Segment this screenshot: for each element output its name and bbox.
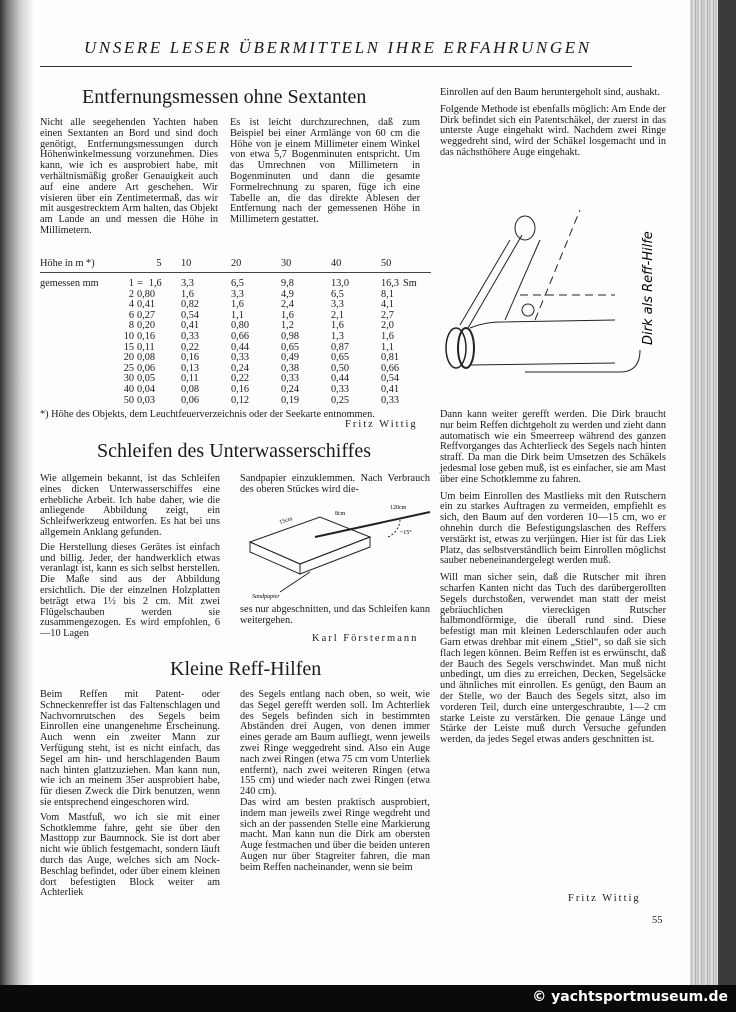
distance-value: 4,1 xyxy=(381,299,394,311)
paragraph: Die Herstellung dieses Gerätes ist einfach und billig. Jeder, der handwerklich etwas veranlagt ist, kann es sich selbst herstellen. Die Maße sind aus der Abbildung ersichtlich. Die der einzelnen Holzplatten beträgt etwa 1½ bis 2 cm. Mit zwei Flügelschauben werden sie zusammengezogen. Es wird empfohlen, 6—10 Lagen xyxy=(40,541,220,640)
distance-value: 1,1 xyxy=(381,341,394,353)
height-col: 40 xyxy=(331,256,381,273)
distance-value: 0,11 xyxy=(137,341,155,353)
distance-value: 0,12 xyxy=(231,394,250,406)
distance-value: 0,44 xyxy=(231,341,250,353)
distance-value: 2,1 xyxy=(331,309,344,321)
measured-mm: 25 xyxy=(123,362,134,374)
distance-value: 0,33 xyxy=(231,352,250,364)
article3-column3-bottom xyxy=(440,410,666,750)
article-title-reff-hilfen: Kleine Reff-Hilfen xyxy=(170,658,322,680)
reefing-diagram xyxy=(440,200,670,400)
paragraph: Nicht alle seegehenden Yachten haben einen Sextanten an Bord und sind doch genötigt, Entfernungsmessungen durch Höhenwinkelmessung vorzunehmen. Dies kann, wie ich es ausprobiert habe, mit verhältnismäßig großer Genauigkeit auch auf eine andere Art geschehen. Wir visieren über ein Zentimetermaß, das wir mit ausgestrecktem Arm halten, das Objekt am Lande an und messen die Höhe in Millimetern. xyxy=(40,117,218,236)
row-label xyxy=(40,364,112,375)
unit-label: Sm xyxy=(403,278,417,289)
article3-author: Fritz Wittig xyxy=(568,893,641,904)
distance-value: 0,19 xyxy=(281,394,300,406)
distance-value: 0,03 xyxy=(137,394,156,406)
height-col: 10 xyxy=(181,256,231,273)
measured-mm: 20 xyxy=(123,352,134,364)
distance-value: 0,65 xyxy=(331,352,350,364)
height-col: 20 xyxy=(231,256,281,273)
angle-label: ~15° xyxy=(400,530,412,536)
book-spine-shadow xyxy=(0,0,34,985)
handle-pole xyxy=(315,512,430,537)
row-label xyxy=(40,311,112,322)
measured-mm: 2 xyxy=(128,288,134,300)
distance-value: 1,6 xyxy=(181,288,194,300)
article3-column1 xyxy=(40,690,220,903)
cell xyxy=(231,396,281,407)
distance-value: 0,41 xyxy=(137,299,156,311)
row-label xyxy=(40,300,112,311)
paragraph: Wie allgemein bekannt, ist das Schleifen eines dicken Unterwasserschiffes eine erhebliche Arbeit. Ich habe daher, wie die anliegende Abbildung zeigt, ein Schleifwerkzeug entworfen. Es hat bei uns allgemein Anklang gefunden. xyxy=(40,473,220,538)
article-title-schleifen: Schleifen des Unterwasserschiffes xyxy=(97,440,371,462)
distance-value: 0,24 xyxy=(231,362,250,374)
cell xyxy=(137,396,181,407)
distance-value: 0,38 xyxy=(281,362,300,374)
distance-value: 1,2 xyxy=(281,320,294,332)
distance-value: 0,06 xyxy=(137,362,156,374)
dashed-leech xyxy=(535,210,580,320)
distance-value: 4,9 xyxy=(281,288,294,300)
table-footnote: *) Höhe des Objekts, dem Leuchtfeuerverzeichnis oder der Seekarte entnommen. xyxy=(40,409,375,420)
row-label xyxy=(40,396,112,407)
distance-value: 0,08 xyxy=(137,352,156,364)
distance-value: 0,08 xyxy=(181,383,200,395)
measured-mm: 8 xyxy=(128,320,134,332)
article1-author: Fritz Wittig xyxy=(345,419,418,430)
paragraph: Will man sicher sein, daß die Rutscher mit ihren scharfen Kanten nicht das Tuch des darübergerollten Segels durchstoßen, verwendet man statt der meist gebräuchlichen viereckigen Rutscher halbmondförmige, die überall rund sind. Diese befestigt man mit kleinen Lederschlaufen oder auch Garn etwas drehbar mit einem „Stiel“, so daß sie sich flach legen können. Beim Reffen ist es erwünscht, daß der Bauch des Segels verschwindet. Man muß nicht unbedingt, um dies zu erreichen, Decken, Segelsäcke und ähnliches mit einrollen. Es genügt, den Baum an der Stelle, wo der Bauch des Segels sitzt, also im vorderen Teil, durch eine untergeschraubte, 1—2 cm starke Leiste zu verstärken. Die genaue Länge und Stärke der Leiste muß durch Versuche gefunden werden, da jedes Segel etwas anders geschnitten ist. xyxy=(440,572,666,746)
distance-value: 6,5 xyxy=(231,278,244,289)
measured-mm: 4 xyxy=(128,299,134,311)
distance-value: 0,66 xyxy=(381,362,400,374)
distance-value: 0,20 xyxy=(137,320,156,332)
distance-value: 0,87 xyxy=(331,341,350,353)
row-label: gemessen mm xyxy=(40,278,99,289)
sanding-block-side xyxy=(250,542,300,574)
measured-mm: 50 xyxy=(123,394,134,406)
measured-mm: 40 xyxy=(123,383,134,395)
measured-mm: 10 xyxy=(123,330,134,342)
distance-value: 2,7 xyxy=(381,309,394,321)
topping-lift-line xyxy=(468,235,522,328)
row-label xyxy=(40,321,112,332)
distance-value: 0,04 xyxy=(137,383,156,395)
distance-value: 16,3 xyxy=(381,278,400,289)
paragraph: Vom Mastfuß, wo ich sie mit einer Schotklemme fahre, geht sie über den Masttopp zur Baumnock. Sie ist dort aber nicht wie üblich festgemacht, sondern läuft durch das Auge, welches sich am Nock-Beschlag befindet, oder über einem kleinen dort befestigten Block weiter am Achterliek xyxy=(40,811,220,899)
distance-value: 0,05 xyxy=(137,373,156,385)
article2-column2-bottom: ses nur abgeschnitten, und das Schleifen kann weitergehen. xyxy=(240,604,430,626)
paragraph: des Segels entlang nach oben, so weit, wie das Segel gerefft werden soll. Im Achterliek des Segels befinden sich in bestimmten Abständen drei Augen, von denen immer eines gerade am Baum aufliegt, wenn jeweils zwei Ringe weggedreht sind. Also ein Auge nach zwei Ringen (etwa 75 cm vom Unterliek entfernt), nach zwei weiteren Ringen (etwa 155 cm) und wieder nach zwei Ringen (etwa 240 cm). xyxy=(240,689,430,798)
sandpaper-label: Sandpapier xyxy=(252,594,280,600)
distance-value: 0,22 xyxy=(231,373,250,385)
table-row xyxy=(40,396,431,407)
distance-value: 1,3 xyxy=(331,330,344,342)
distance-value: 13,0 xyxy=(331,278,350,289)
table-header-row xyxy=(40,256,431,273)
paragraph: Es ist leicht durchzurechnen, daß zum Beispiel bei einer Armlänge von 60 cm die Höhe von je einem Millimeter einem Winkel von etwa 5,7 Bogenminuten entspricht. Um das Umrechnen von Millimetern in Bogenminuten und dann die gesamte Formelrechnung zu sparen, füge ich eine Tabelle an, die das direkte Ablesen der Entfernung nach der gemessenen Höhe in Millimetern gestattet. xyxy=(230,117,420,226)
distance-table xyxy=(40,256,431,406)
cell xyxy=(381,396,431,407)
distance-value: 2,4 xyxy=(281,299,294,311)
measured-mm: 1 xyxy=(128,278,134,289)
height-col: 50 xyxy=(381,256,431,273)
distance-value: 0,41 xyxy=(181,320,200,332)
boom-top xyxy=(470,320,615,328)
distance-value: 0,11 xyxy=(181,373,199,385)
distance-value: 0,06 xyxy=(181,394,200,406)
distance-value: 8,1 xyxy=(381,288,394,300)
article2-author: Karl Förstermann xyxy=(312,633,419,644)
height-col: 5 xyxy=(137,256,181,273)
distance-value: 0,33 xyxy=(281,373,300,385)
caption-arrow xyxy=(525,350,640,372)
paragraph: Beim Reffen mit Patent- oder Schneckenreffer ist das Faltenschlagen und Nachvornrutschen des Segels beim Einrollen eine unangenehme Erscheinung. Auch wenn ein zweiter Mann zur Verfügung steht, ist es nicht einfach, das Segel am hin- und herschlagenden Baum nach hinten glattzuziehen. Man kann nun, wie ich an meinem 35er ausprobiert habe, für diesen Zweck die Dirk benutzen, wenn sie entsprechend eingeschoren wird. xyxy=(40,689,220,808)
paragraph: Das wird am besten praktisch ausprobiert, indem man jeweils zwei Ringe wegdreht und sich an der passenden Stelle eine Markierung macht. Man kann nun die Dirk am obersten Auge festmachen und über die beiden unteren Augen nur über Stagreiter fahren, die man beim Reffen nacheinander, wenn sie beim xyxy=(240,796,430,873)
distance-value: 0,16 xyxy=(137,330,156,342)
boom-end-ring xyxy=(446,328,466,368)
distance-value: 0,54 xyxy=(381,373,400,385)
reef-eye xyxy=(522,304,534,316)
distance-value: 0,65 xyxy=(281,341,300,353)
distance-value: 2,0 xyxy=(381,320,394,332)
height-col: 30 xyxy=(281,256,331,273)
measured-mm: 15 xyxy=(123,341,134,353)
distance-value: 1,6 xyxy=(231,299,244,311)
distance-value: 1,6 xyxy=(331,320,344,332)
measured-mm: 6 xyxy=(128,309,134,321)
copyright-notice: © yachtsportmuseum.de xyxy=(532,989,728,1005)
distance-value: 0,16 xyxy=(181,352,200,364)
handle-label: 120cm xyxy=(390,505,407,511)
equals-sign: = xyxy=(137,278,143,289)
distance-value: 0,16 xyxy=(231,383,250,395)
distance-value: 1,1 xyxy=(231,309,244,321)
sanding-block-front xyxy=(300,537,370,574)
distance-value: 0,13 xyxy=(181,362,200,374)
sandpaper-pointer xyxy=(280,572,310,592)
watermark-bar xyxy=(0,985,736,1012)
distance-value: 0,44 xyxy=(331,373,350,385)
cell xyxy=(281,396,331,407)
header-label: Höhe in m *) xyxy=(40,256,137,273)
distance-value: 0,27 xyxy=(137,309,156,321)
length-label: 8cm xyxy=(335,511,346,517)
shackle xyxy=(515,216,535,240)
distance-value: 0,66 xyxy=(231,330,250,342)
distance-value: 0,82 xyxy=(181,299,200,311)
sanding-block xyxy=(250,517,370,564)
distance-value: 0,81 xyxy=(381,352,400,364)
article2-column1 xyxy=(40,474,220,644)
distance-value: 0,22 xyxy=(181,341,200,353)
article2-column2-top: Sandpapier einzuklemmen. Nach Verbrauch des oberen Stückes wird die- xyxy=(240,473,430,495)
distance-value: 1,6 xyxy=(381,330,394,342)
distance-value: 1,6 xyxy=(281,309,294,321)
distance-value: 0,80 xyxy=(231,320,250,332)
distance-value: 0,41 xyxy=(381,383,400,395)
distance-value: 3,3 xyxy=(331,299,344,311)
distance-value: 0,24 xyxy=(281,383,300,395)
measured-mm: 30 xyxy=(123,373,134,385)
distance-value: 3,3 xyxy=(231,288,244,300)
page-number: 55 xyxy=(652,915,663,926)
cell xyxy=(181,396,231,407)
row-label xyxy=(40,343,112,354)
article1-column2 xyxy=(230,118,420,230)
row-label xyxy=(40,385,112,396)
distance-value: 0,33 xyxy=(181,330,200,342)
header-rule xyxy=(40,66,632,67)
distance-value: 0,33 xyxy=(381,394,400,406)
running-head: UNSERE LESER ÜBERMITTELN IHRE ERFAHRUNGEN xyxy=(84,38,592,57)
distance-value: 1,6 xyxy=(148,278,162,289)
distance-value: 0,54 xyxy=(181,309,200,321)
paragraph: Dann kann weiter gerefft werden. Die Dirk braucht nur beim Reffen dichtgeholt zu werden und zieht dann automatisch wie ein Smeerreep während des ganzen Reffvorganges das Achterlieck des Segels nach hinten straff. Da man die Dirk beim Umsetzen des Schäkels jedesmal lose geben muß, ist es einfacher, sie am Mast über eine Schotklemme zu fahren. xyxy=(440,409,666,485)
row-label xyxy=(40,374,112,385)
distance-value: 0,98 xyxy=(281,330,300,342)
angle-arc xyxy=(388,520,400,537)
distance-value: 0,49 xyxy=(281,352,300,364)
article3-column3-top xyxy=(440,88,666,163)
row-label xyxy=(40,332,112,343)
distance-value: 0,50 xyxy=(331,362,350,374)
distance-value: 9,8 xyxy=(281,278,294,289)
row-label xyxy=(40,290,112,301)
article1-column1 xyxy=(40,118,218,241)
paragraph: Einrollen auf den Baum heruntergeholt sind, aushakt. xyxy=(440,87,660,98)
distance-value: 0,33 xyxy=(331,383,350,395)
article3-column2 xyxy=(240,690,430,878)
distance-value: 0,25 xyxy=(331,394,350,406)
sanding-tool-figure xyxy=(240,502,435,602)
paragraph: Um beim Einrollen des Mastlieks mit den Rutschern ein zu starkes Auftragen zu vermeiden, empfiehlt es sich, den Baum auf den vorderen 10—15 cm, wo er ohnehin durch die Befestigungslaschen des Reffers verstärkt ist, etwas zu verjüngen. Hier ist für das Liek Platz, das selbstverständlich beim Einrollen möglichst sauber nebeneinandergelegt werden muß. xyxy=(440,490,666,567)
distance-value: 3,3 xyxy=(181,278,194,289)
width-label: 15cm xyxy=(278,516,294,526)
paragraph: Folgende Methode ist ebenfalls möglich: Am Ende der Dirk befindet sich ein Patentschäkel, der zuerst in das unterste Auge eingehakt wird. Nachdem zwei Ringe weggedreht sind, wird der Schäkel losgemacht und in das nächsthöhere Auge eingehakt. xyxy=(440,103,666,158)
book-page-edges xyxy=(690,0,736,985)
row-label xyxy=(40,353,112,364)
diagram-caption: Dirk als Reff-Hilfe xyxy=(641,231,656,345)
distance-value: 6,5 xyxy=(331,288,344,300)
article-title-entfernungsmessen: Entfernungsmessen ohne Sextanten xyxy=(82,86,367,108)
cell xyxy=(331,396,381,407)
distance-value: 0,80 xyxy=(137,288,156,300)
boom-bottom xyxy=(470,363,615,365)
topping-lift-line xyxy=(460,240,510,325)
